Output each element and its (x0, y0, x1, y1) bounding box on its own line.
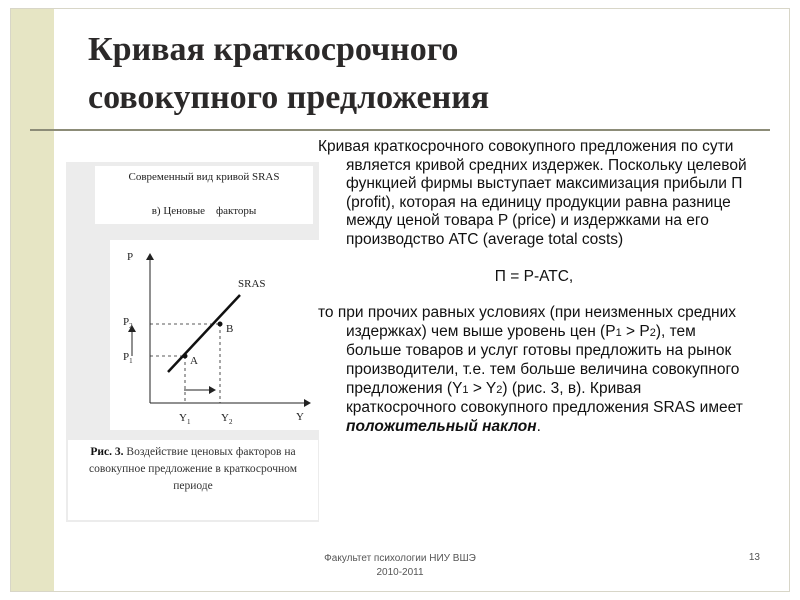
para2-part-b: > P (621, 322, 650, 340)
title-line-1: Кривая краткосрочного (88, 31, 459, 68)
para2-part-d: > Y (468, 379, 497, 397)
footer-line-2: 2010-2011 (376, 567, 424, 578)
para2-sub-p2: 2 (649, 326, 656, 339)
figure-header-title: Современный вид кривой SRAS (128, 171, 280, 183)
figure-header-subtitle: в) Ценовые факторы (151, 205, 257, 217)
price-label-p2: $P_2$ (123, 316, 133, 330)
footer-line-1: Факультет психологии НИУ ВШЭ (324, 553, 476, 564)
body-text (318, 138, 750, 436)
body-paragraph-2 (318, 304, 750, 436)
point-a-marker (183, 354, 188, 359)
sras-graph (110, 240, 320, 430)
axis-y-label: P (127, 251, 134, 263)
axis-x-label: Y (296, 411, 304, 423)
para2-sub-p1: 1 (615, 326, 622, 339)
para2-end: . (536, 417, 541, 435)
sras-graph-panel (110, 240, 320, 430)
title-divider (30, 129, 770, 131)
price-label-p1: $P_1$ (123, 351, 133, 365)
para2-part-e: ) (рис. 3, в). Кривая краткосрочного совокупного предложения SRAS имеет (346, 379, 743, 417)
point-a-label: A (190, 355, 198, 367)
page-number: 13 (748, 552, 760, 563)
output-label-y2: $Y_2$ (221, 412, 233, 426)
para2-part-c: ), тем больше товаров и услуг готовы предложить на рынок производители, т.е. тем больше величина совокупного предложения (Y (346, 322, 740, 397)
output-label-y1: $Y_1$ (179, 412, 191, 426)
point-b-label: B (226, 323, 234, 335)
para2-sub-y1: 1 (462, 383, 469, 396)
footer-institution (270, 552, 530, 580)
profit-formula: П = Р-АТС, (494, 267, 574, 285)
figure-caption-box (68, 440, 318, 520)
body-paragraph-1: Кривая краткосрочного совокупного предложения по сути является кривой средних издержек. Поскольку целевой функцией фирмы выступает максимизация прибыли П (profit), которая на единицу продукции равна разнице между ценой товара P (price) и издержками на его производство ATC (average total costs) (318, 138, 747, 248)
left-decorative-band (11, 9, 54, 591)
figure-caption-number: Рис. 3. (90, 446, 124, 458)
title-line-2: совокупного предложения (88, 79, 490, 116)
figure-caption (68, 444, 318, 495)
para2-part-a: то при прочих равных условиях (при неизменных средних издержках) чем выше уровень цен (P (318, 304, 736, 340)
sras-curve-label: SRAS (238, 278, 266, 290)
slide-title (88, 26, 708, 122)
figure-caption-text: Воздействие ценовых факторов на совокупное предложение в краткосрочном периоде (89, 446, 297, 492)
figure-header (95, 166, 313, 224)
para2-sub-y2: 2 (496, 383, 503, 396)
para2-emphasis: положительный наклон (346, 417, 537, 435)
point-b-marker (218, 322, 223, 327)
